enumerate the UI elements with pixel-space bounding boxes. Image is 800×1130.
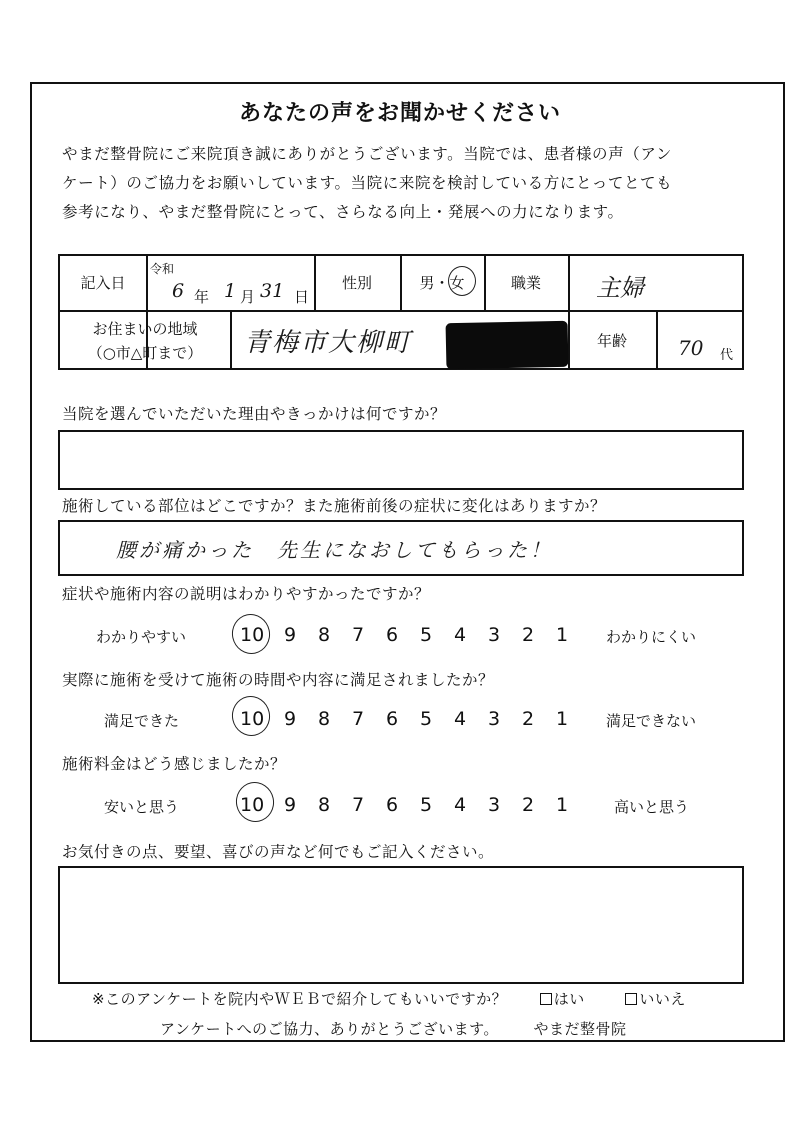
- web-permission-question-row: [92, 988, 686, 1009]
- scale-right-label: 高いと思う: [614, 798, 690, 816]
- rating-1[interactable]: 1: [556, 794, 569, 816]
- intro-text: [62, 140, 742, 227]
- intro-line: やまだ整骨院にご来院頂き誠にありがとうございます。当院では、患者様の声（アン: [62, 145, 672, 163]
- question-explanation: 症状や施術内容の説明はわかりやすかったですか？: [62, 585, 431, 603]
- rating-2[interactable]: 2: [522, 794, 535, 816]
- redaction-mark: [446, 321, 569, 370]
- intro-line: 参考になり、やまだ整骨院にとって、さらなる向上・発展への力になります。: [62, 203, 624, 221]
- question-satisfaction: 実際に施術を受けて施術の時間や内容に満足されましたか？: [62, 671, 495, 689]
- rating-10[interactable]: 10: [240, 708, 265, 730]
- rating-1[interactable]: 1: [556, 624, 569, 646]
- answer-box-reason[interactable]: [58, 430, 744, 490]
- date-label: 記入日: [80, 274, 126, 292]
- survey-title: あなたの声をお聞かせください: [238, 101, 561, 126]
- no-checkbox[interactable]: [625, 993, 637, 1005]
- rating-row-price: [0, 792, 800, 822]
- age-value: 70: [678, 336, 704, 360]
- info-table: [58, 254, 744, 370]
- answer-box-treatment-area[interactable]: [58, 520, 744, 576]
- question-reason: 当院を選んでいただいた理由やきっかけは何ですか？: [62, 405, 447, 423]
- thanks-row: [160, 1018, 626, 1039]
- day-value: 31: [260, 280, 285, 302]
- job-label: 職業: [510, 274, 541, 292]
- rating-3[interactable]: 3: [488, 708, 501, 730]
- rating-5[interactable]: 5: [420, 624, 433, 646]
- rating-6[interactable]: 6: [386, 708, 399, 730]
- scale-left-label: わかりやすい: [96, 628, 187, 646]
- address-label: お住まいの地域: [92, 320, 198, 338]
- intro-line: ケート）のご協力をお願いしています。当院に来院を検討している方にとってとても: [62, 174, 673, 192]
- rating-5[interactable]: 5: [420, 708, 433, 730]
- rating-10[interactable]: 10: [240, 624, 265, 646]
- year-unit: 年: [194, 288, 210, 306]
- rating-row-explanation: [0, 622, 800, 652]
- rating-7[interactable]: 7: [352, 624, 365, 646]
- question-comments: お気付きの点、要望、喜びの声など何でもご記入ください。: [62, 843, 495, 861]
- day-unit: 日: [294, 288, 310, 306]
- rating-7[interactable]: 7: [352, 794, 365, 816]
- answer-box-comments[interactable]: [58, 866, 744, 984]
- rating-10[interactable]: 10: [240, 794, 265, 816]
- rating-4[interactable]: 4: [454, 624, 467, 646]
- clinic-name: やまだ整骨院: [533, 1020, 627, 1038]
- scale-left-label: 満足できた: [104, 712, 180, 730]
- rating-row-satisfaction: [0, 706, 800, 736]
- question-price: 施術料金はどう感じましたか？: [62, 755, 287, 773]
- address-value: 青梅市大柳町: [244, 328, 413, 358]
- age-label: 年齢: [596, 332, 627, 350]
- scale-right-label: わかりにくい: [606, 628, 697, 646]
- thanks-text: アンケートへのご協力、ありがとうございます。: [160, 1020, 499, 1038]
- address-hint: （○市△町まで）: [87, 344, 203, 362]
- gender-label: 性別: [341, 274, 372, 292]
- rating-9[interactable]: 9: [284, 708, 297, 730]
- year-value: 6: [172, 280, 185, 302]
- rating-9[interactable]: 9: [284, 794, 297, 816]
- scale-right-label: 満足できない: [606, 712, 697, 730]
- gender-female-circle: [448, 266, 476, 296]
- question-treatment-area: 施術している部位はどこですか？また施術前後の症状に変化はありますか？: [62, 497, 607, 515]
- rating-4[interactable]: 4: [454, 794, 467, 816]
- rating-8[interactable]: 8: [318, 794, 331, 816]
- web-permission-question: ※このアンケートを院内やＷＥＢで紹介してもいいですか？: [92, 990, 508, 1008]
- rating-2[interactable]: 2: [522, 708, 535, 730]
- rating-3[interactable]: 3: [488, 794, 501, 816]
- gender-options: 男・女: [419, 274, 465, 292]
- rating-2[interactable]: 2: [522, 624, 535, 646]
- no-label: いいえ: [639, 990, 686, 1008]
- rating-8[interactable]: 8: [318, 624, 331, 646]
- rating-7[interactable]: 7: [352, 708, 365, 730]
- era-label: 令和: [150, 262, 175, 276]
- rating-1[interactable]: 1: [556, 708, 569, 730]
- rating-3[interactable]: 3: [488, 624, 501, 646]
- yes-label: はい: [553, 990, 585, 1008]
- job-value: 主婦: [596, 274, 644, 302]
- answer-text: 腰が痛かった 先生になおしてもらった！: [116, 538, 553, 562]
- rating-6[interactable]: 6: [386, 624, 399, 646]
- scale-left-label: 安いと思う: [104, 798, 180, 816]
- rating-4[interactable]: 4: [454, 708, 467, 730]
- age-unit: 代: [720, 348, 734, 363]
- yes-checkbox[interactable]: [540, 993, 552, 1005]
- rating-6[interactable]: 6: [386, 794, 399, 816]
- rating-5[interactable]: 5: [420, 794, 433, 816]
- month-unit: 月: [240, 288, 256, 306]
- rating-9[interactable]: 9: [284, 624, 297, 646]
- rating-8[interactable]: 8: [318, 708, 331, 730]
- month-value: 1: [224, 280, 237, 302]
